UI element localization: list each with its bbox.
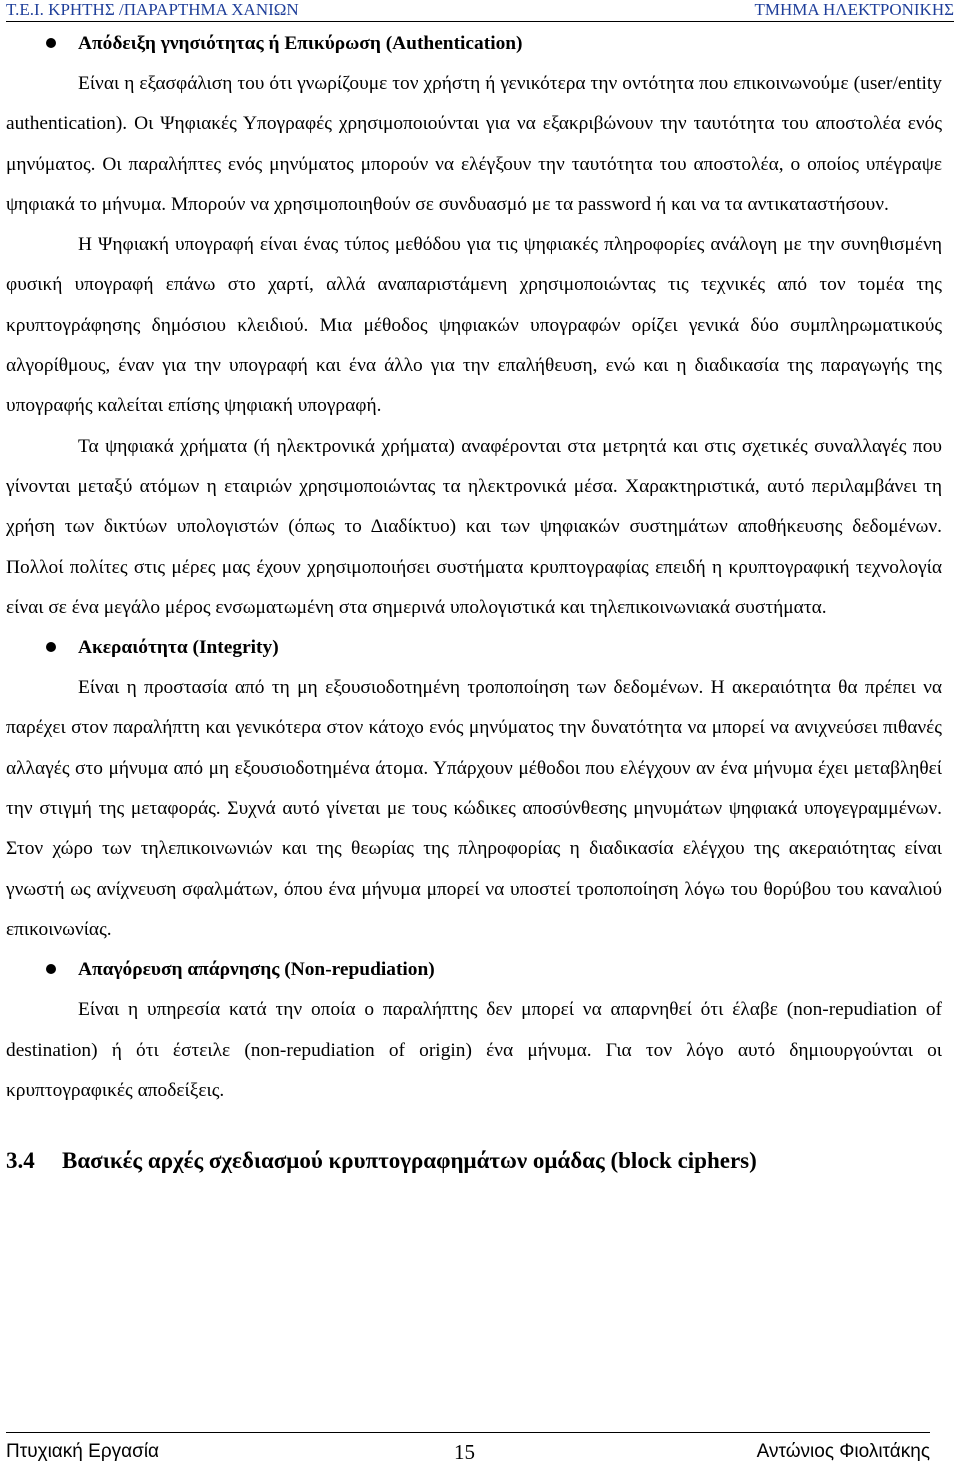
footer-author: Αντώνιος Φιολιτάκης <box>756 1441 930 1462</box>
paragraph: Η Ψηφιακή υπογραφή είναι ένας τύπος μεθόδου για τις ψηφιακές πληροφορίες ανάλογη με την συνηθισμένη φυσική υπογραφή επάνω στο χαρτί, αλλά αναπαριστάμενη χρησιμοποιώντας τις τεχνικές από τον τομέα της κρυπτογράφησης δημόσιου κλειδιού. Μια μέθοδος ψηφιακών υπογραφών ορίζει γενικά δύο συμπληρωματικούς αλγορίθμους, έναν για την υπογραφή και ένα άλλο για την επαλήθευση, ενώ και η διαδικασία της παραγωγής της υπογραφής καλείται επίσης ψηφιακή υπογραφή. <box>6 234 942 417</box>
paragraph: Είναι η εξασφάλιση του ότι γνωρίζουμε τον χρήστη ή γενικότερα την οντότητα που επικοινωνούμε (user/entity authentication). Οι Ψηφιακές Υπογραφές χρησιμοποιούνται για να εξακριβώνουν την ταυτότητα του αποστολέα ενός μηνύματος. Οι παραλήπτες ενός μηνύματος μπορούν να ελέγξουν την ταυτότητα του αποστολέα, ο οποίος υπέγραψε ψηφιακά το μήνυμα. Μπορούν να χρησιμοποιηθούν σε συνδυασμό με τα password ή και να τα αντικαταστήσουν. <box>6 73 942 215</box>
document-body <box>6 24 942 1181</box>
header-divider <box>6 21 954 22</box>
bullet-integrity <box>6 628 942 668</box>
section-heading <box>6 1141 942 1181</box>
section-number: 3.4 <box>6 1148 35 1174</box>
bullet-title: Απαγόρευση απάρνησης (Non-repudiation) <box>78 959 435 981</box>
bullet-title: Απόδειξη γνησιότητας ή Επικύρωση (Authentication) <box>78 33 523 54</box>
page-header <box>6 0 954 20</box>
bullet-non-repudiation <box>6 950 942 990</box>
header-institution: Τ.Ε.Ι. ΚΡΗΤΗΣ /ΠΑΡΑΡΤΗΜΑ ΧΑΝΙΩΝ <box>6 0 299 19</box>
page-footer <box>6 1440 930 1464</box>
section-title: Βασικές αρχές σχεδιασμού κρυπτογραφημάτων ομάδας (block ciphers) <box>62 1148 757 1174</box>
paragraph: Είναι η υπηρεσία κατά την οποία ο παραλήπτης δεν μπορεί να απαρνηθεί ότι έλαβε (non-repudiation of destination) ή ότι έστειλε (non-repudiation of origin) ένα μήνυμα. Για τον λόγο αυτό δημιουργούνται οι κρυπτογραφικές αποδείξεις. <box>6 999 942 1101</box>
paragraph: Είναι η προστασία από τη μη εξουσιοδοτημένη τροποποίηση των δεδομένων. Η ακεραιότητα θα πρέπει να παρέχει στον παραλήπτη και γενικότερα στον κάτοχο ενός μηνύματος την δυνατότητα να μπορεί να ανιχνεύσει πιθανές αλλαγές στο μήνυμα από μη εξουσιοδοτημένα άτομα. Υπάρχουν μέθοδοι που ελέγχουν αν ένα μήνυμα έχει μεταβληθεί την στιγμή της μεταφοράς. Συχνά αυτό γίνεται με τους κώδικες αποσύνθεσης μηνυμάτων ψηφιακά υπογεγραμμένων. Στον χώρο των τηλεπικοινωνιών και της θεωρίας της πληροφορίας η διαδικασία ελέγχου της ακεραιότητας είναι γνωστή ως ανίχνευση σφαλμάτων, όπου ένα μήνυμα μπορεί να υποστεί τροποποίηση λόγω του θορύβου του καναλιού επικοινωνίας. <box>6 677 942 940</box>
footer-divider <box>6 1432 930 1433</box>
bullet-dot-icon <box>46 964 56 974</box>
spacer <box>6 1111 942 1135</box>
paragraph: Τα ψηφιακά χρήματα (ή ηλεκτρονικά χρήματα) αναφέρονται στα μετρητά και στις σχετικές συναλλαγές που γίνονται μεταξύ ατόμων η εταιριών χρησιμοποιώντας τα ηλεκτρονικά μέσα. Χαρακτηριστικά, αυτό περιλαμβάνει τη χρήση των δικτύων υπολογιστών (όπως το Διαδίκτυο) και των ψηφιακών συστημάτων αποθήκευσης δεδομένων. Πολλοί πολίτες στις μέρες μας έχουν χρησιμοποιήσει συστήματα κρυπτογραφίας επειδή η κρυπτογραφική τεχνολογία είναι σε ένα μεγάλο μέρος ενσωματωμένη στα σημερινά υπολογιστικά και τηλεπικοινωνιακά συστήματα. <box>6 435 942 618</box>
bullet-title: Ακεραιότητα (Integrity) <box>78 637 279 659</box>
header-department: ΤΜΗΜΑ ΗΛΕΚΤΡΟΝΙΚΗΣ <box>754 0 954 19</box>
page-number: 15 <box>454 1440 475 1464</box>
footer-title: Πτυχιακή Εργασία <box>6 1441 160 1462</box>
bullet-dot-icon <box>46 642 56 652</box>
bullet-authentication <box>6 24 942 64</box>
bullet-dot-icon <box>46 38 56 48</box>
